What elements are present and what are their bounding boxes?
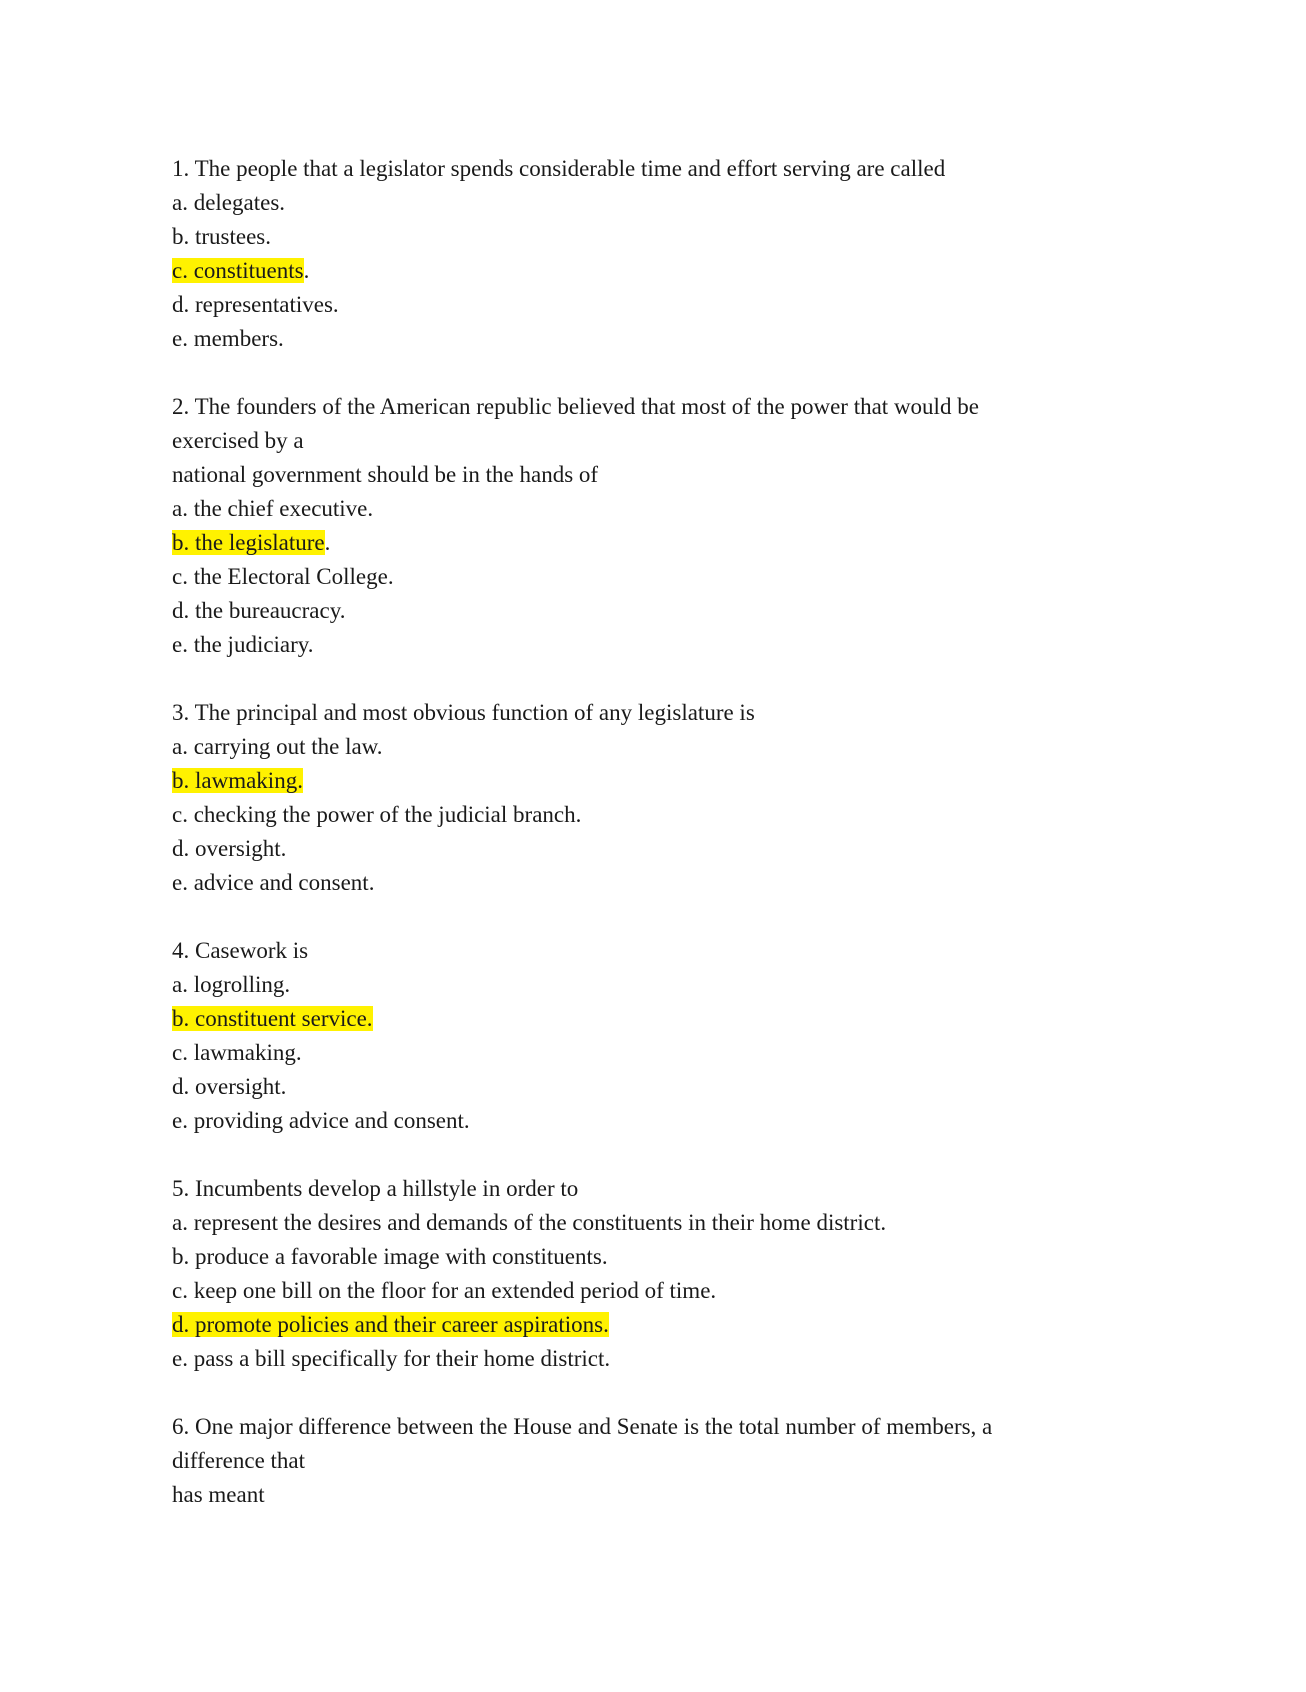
question-stem-line: 1. The people that a legislator spends considerable time and effort serving are called — [172, 156, 946, 181]
question-5 — [172, 1172, 1112, 1376]
answer-option: b. produce a favorable image with constituents. — [172, 1244, 608, 1269]
question-1 — [172, 152, 1112, 356]
answer-option: c. checking the power of the judicial branch. — [172, 802, 582, 827]
answer-option-correct — [172, 1308, 1112, 1342]
answer-option: e. members. — [172, 326, 284, 351]
answer-option: a. the chief executive. — [172, 496, 374, 521]
answer-option: d. representatives. — [172, 292, 339, 317]
question-stem-line: 3. The principal and most obvious function of any legislature is — [172, 700, 755, 725]
answer-highlight: c. constituents — [172, 258, 304, 283]
question-stem-line: 2. The founders of the American republic believed that most of the power that would be — [172, 394, 979, 419]
answer-highlight: d. promote policies and their career aspirations. — [172, 1312, 609, 1337]
question-stem-line: national government should be in the hands of — [172, 462, 599, 487]
answer-option: c. the Electoral College. — [172, 564, 394, 589]
answer-option: e. the judiciary. — [172, 632, 314, 657]
answer-option: a. logrolling. — [172, 972, 291, 997]
answer-option: d. oversight. — [172, 1074, 287, 1099]
question-stem-line: 6. One major difference between the House and Senate is the total number of members, a — [172, 1414, 993, 1439]
question-3 — [172, 696, 1112, 900]
question-6 — [172, 1410, 1112, 1512]
answer-highlight: b. the legislature — [172, 530, 325, 555]
question-stem-line: exercised by a — [172, 428, 304, 453]
question-stem-line: difference that — [172, 1448, 306, 1473]
answer-option: a. delegates. — [172, 190, 286, 215]
answer-highlight: b. constituent service. — [172, 1006, 373, 1031]
answer-tail: . — [303, 258, 310, 283]
answer-option: a. represent the desires and demands of the constituents in their home district. — [172, 1210, 887, 1235]
answer-option-correct — [172, 254, 1112, 288]
answer-option: b. trustees. — [172, 224, 272, 249]
answer-option: d. oversight. — [172, 836, 287, 861]
quiz-content — [172, 152, 1112, 1546]
answer-option: e. pass a bill specifically for their home district. — [172, 1346, 611, 1371]
question-stem-line: 5. Incumbents develop a hillstyle in order to — [172, 1176, 579, 1201]
question-stem-line: has meant — [172, 1482, 265, 1507]
answer-option: d. the bureaucracy. — [172, 598, 346, 623]
question-4 — [172, 934, 1112, 1138]
answer-option-correct — [172, 526, 1112, 560]
question-stem-line: 4. Casework is — [172, 938, 309, 963]
answer-option: c. keep one bill on the floor for an extended period of time. — [172, 1278, 717, 1303]
answer-option-correct — [172, 1002, 1112, 1036]
answer-option: e. providing advice and consent. — [172, 1108, 470, 1133]
answer-option: c. lawmaking. — [172, 1040, 302, 1065]
answer-option-correct — [172, 764, 1112, 798]
answer-option: a. carrying out the law. — [172, 734, 383, 759]
answer-highlight: b. lawmaking. — [172, 768, 303, 793]
answer-option: e. advice and consent. — [172, 870, 375, 895]
answer-tail: . — [324, 530, 331, 555]
question-2 — [172, 390, 1112, 662]
